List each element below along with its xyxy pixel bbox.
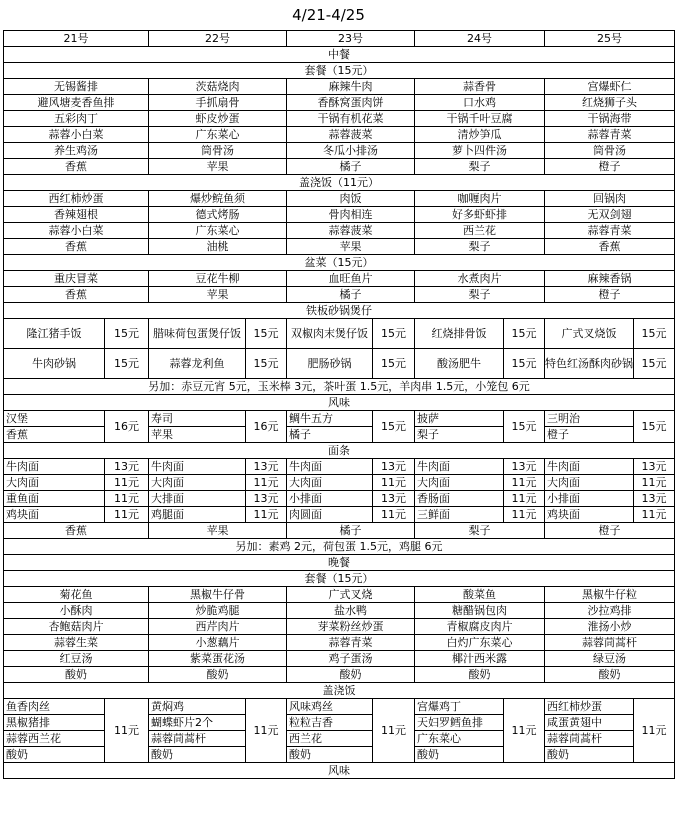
dish-name: 双椒肉末煲仔饭 <box>287 319 373 349</box>
dish-name: 鸡块面 <box>545 507 634 523</box>
dish-name: 香蕉 <box>4 159 149 175</box>
dish-name: 养生鸡汤 <box>4 143 149 159</box>
dish-stack <box>287 699 373 763</box>
extra-note-row <box>4 379 675 395</box>
section-label: 面条 <box>4 443 675 459</box>
dish-name: 清炒笋瓜 <box>415 127 545 143</box>
dish-price: 15元 <box>246 349 287 379</box>
menu-row <box>4 587 675 603</box>
dish-name: 干锅千叶豆腐 <box>415 111 545 127</box>
dish-name: 红豆汤 <box>4 651 149 667</box>
dish-name: 特色红汤酥肉砂锅 <box>545 349 634 379</box>
menu-row <box>4 667 675 683</box>
fruit: 橙子 <box>545 427 634 443</box>
dish-name: 炒脆鸡腿 <box>149 603 287 619</box>
dish-name: 香蕉 <box>4 287 149 303</box>
dish-price: 15元 <box>105 349 149 379</box>
dish-price: 13元 <box>373 491 415 507</box>
dish-name: 蝴蝶虾片2个 <box>149 715 245 731</box>
dish-name: 腊味荷包蛋煲仔饭 <box>149 319 246 349</box>
fruit: 橙子 <box>545 523 675 539</box>
menu-row <box>4 239 675 255</box>
dish-name: 梨子 <box>415 239 545 255</box>
dish-name: 黑椒牛仔骨 <box>149 587 287 603</box>
section-label-row <box>4 63 675 79</box>
meal-label-lunch-row <box>4 47 675 63</box>
dish-name: 手抓扇骨 <box>149 95 287 111</box>
dish-price: 11元 <box>504 507 545 523</box>
dish-price: 13元 <box>105 459 149 475</box>
section-label-row <box>4 303 675 319</box>
dish-name: 酸奶 <box>151 748 173 761</box>
section-label-row <box>4 395 675 411</box>
fruit: 橘子 <box>287 427 373 443</box>
dish-name: 鸡子蛋汤 <box>287 651 415 667</box>
dish-price: 13元 <box>634 491 675 507</box>
meal-label-dinner: 晚餐 <box>4 555 675 571</box>
fruit: 苹果 <box>149 523 287 539</box>
menu-row <box>4 223 675 239</box>
day-header: 21号 <box>4 31 149 47</box>
dish-price: 13元 <box>246 459 287 475</box>
dish-name: 酸菜鱼 <box>415 587 545 603</box>
dish-name: 肉圆面 <box>287 507 373 523</box>
menu-row <box>4 207 675 223</box>
dish-name: 鸡块面 <box>4 507 105 523</box>
dish-name: 白灼广东菜心 <box>415 635 545 651</box>
dish-name: 香酥窝蛋肉饼 <box>287 95 415 111</box>
dish-name: 重庆冒菜 <box>4 271 149 287</box>
day-header: 23号 <box>287 31 415 47</box>
menu-row <box>4 411 675 427</box>
dish-name: 寿司 <box>149 411 246 427</box>
dish-name: 广式叉烧 <box>287 587 415 603</box>
dish-name: 广东菜心 <box>149 223 287 239</box>
fruit: 香蕉 <box>4 427 105 443</box>
dish-price: 15元 <box>634 411 675 443</box>
dish-name: 小酥肉 <box>4 603 149 619</box>
section-label: 盖浇饭 <box>4 683 675 699</box>
dish-name: 牛肉面 <box>415 459 504 475</box>
dish-name: 冬瓜小排汤 <box>287 143 415 159</box>
dish-price: 11元 <box>246 699 287 763</box>
section-label: 铁板砂锅煲仔 <box>4 303 675 319</box>
dish-name: 筒骨汤 <box>545 143 675 159</box>
dish-price: 11元 <box>105 507 149 523</box>
dish-name: 好多虾虾排 <box>415 207 545 223</box>
dish-name: 橙子 <box>545 287 675 303</box>
dish-price: 11元 <box>105 491 149 507</box>
fruit: 梨子 <box>415 523 545 539</box>
dish-name: 牛肉面 <box>4 459 105 475</box>
meal-label-dinner-row <box>4 555 675 571</box>
section-label-row <box>4 571 675 587</box>
dish-price: 11元 <box>504 699 545 763</box>
dish-name: 香肠面 <box>415 491 504 507</box>
dish-name: 酸奶 <box>415 667 545 683</box>
menu-row <box>4 79 675 95</box>
dish-name: 蒜蓉茼蒿杆 <box>545 731 633 747</box>
dish-name: 虾皮炒蛋 <box>149 111 287 127</box>
dish-name: 蒜香骨 <box>415 79 545 95</box>
dish-name: 绿豆汤 <box>545 651 675 667</box>
extra-note: 另加：赤豆元宵 5元，玉米棒 3元，茶叶蛋 1.5元，羊肉串 1.5元，小笼包 6元 <box>4 379 675 395</box>
dish-name: 淮扬小炒 <box>545 619 675 635</box>
dish-name: 酸奶 <box>287 667 415 683</box>
dish-stack-inner <box>4 699 104 762</box>
dish-name: 青椒腐皮肉片 <box>415 619 545 635</box>
dish-price: 15元 <box>105 319 149 349</box>
dish-name: 口水鸡 <box>415 95 545 111</box>
dish-name: 橘子 <box>287 159 415 175</box>
dish-price: 15元 <box>634 349 675 379</box>
dish-name: 回锅肉 <box>545 191 675 207</box>
dish-price: 15元 <box>504 349 545 379</box>
dish-name: 香辣翅根 <box>4 207 149 223</box>
menu-row <box>4 143 675 159</box>
menu-row <box>4 95 675 111</box>
extra-note-row <box>4 539 675 555</box>
menu-row <box>4 287 675 303</box>
dish-price: 11元 <box>373 475 415 491</box>
dish-stack-inner <box>545 699 633 762</box>
fruit: 苹果 <box>149 427 246 443</box>
dish-price: 16元 <box>246 411 287 443</box>
menu-row <box>4 319 675 349</box>
day-header: 22号 <box>149 31 287 47</box>
dish-price: 11元 <box>246 475 287 491</box>
dish-name: 三鲜面 <box>415 507 504 523</box>
dish-name: 酸奶 <box>547 748 569 761</box>
dish-name: 蒜蓉青菜 <box>545 127 675 143</box>
dish-name: 广式叉烧饭 <box>545 319 634 349</box>
dish-name: 鸡腿面 <box>149 507 246 523</box>
dish-name: 宫爆鸡丁 <box>415 699 503 715</box>
dish-name: 酸奶 <box>4 667 149 683</box>
dish-name: 橘子 <box>287 287 415 303</box>
dish-name: 香蕉 <box>4 239 149 255</box>
dish-name: 西兰花 <box>415 223 545 239</box>
dish-name: 酸奶 <box>417 748 439 761</box>
dish-stack-inner <box>415 699 503 762</box>
dish-name: 蒜蓉龙利鱼 <box>149 349 246 379</box>
section-label-row <box>4 175 675 191</box>
section-label: 风味 <box>4 395 675 411</box>
dish-name: 油桃 <box>149 239 287 255</box>
dish-name: 干锅有机花菜 <box>287 111 415 127</box>
menu-row <box>4 699 675 763</box>
dish-price: 11元 <box>634 507 675 523</box>
dish-name: 五彩肉丁 <box>4 111 149 127</box>
dish-name: 小排面 <box>287 491 373 507</box>
section-label: 盖浇饭（11元） <box>4 175 675 191</box>
menu-row <box>4 349 675 379</box>
section-label: 盆菜（15元） <box>4 255 675 271</box>
dish-name: 牛肉面 <box>287 459 373 475</box>
dish-name: 西红柿炒蛋 <box>545 699 633 715</box>
dish-name: 重鱼面 <box>4 491 105 507</box>
dish-stack <box>149 699 246 763</box>
dish-name: 干锅海带 <box>545 111 675 127</box>
dish-price: 11元 <box>504 475 545 491</box>
dish-name: 蒜蓉青菜 <box>287 635 415 651</box>
dish-price: 11元 <box>504 491 545 507</box>
dish-name: 咖喱肉片 <box>415 191 545 207</box>
dish-name: 椰汁西米露 <box>415 651 545 667</box>
dish-name: 红烧排骨饭 <box>415 319 504 349</box>
dish-name: 酸奶 <box>545 667 675 683</box>
dish-name: 大肉面 <box>545 475 634 491</box>
section-label-row <box>4 443 675 459</box>
menu-row <box>4 475 675 491</box>
meal-label-lunch: 中餐 <box>4 47 675 63</box>
dish-name: 骨肉相连 <box>287 207 415 223</box>
dish-name: 避风塘麦香鱼排 <box>4 95 149 111</box>
menu-row <box>4 603 675 619</box>
menu-row <box>4 427 675 443</box>
dish-name: 香蕉 <box>545 239 675 255</box>
menu-row <box>4 523 675 539</box>
dish-name: 汉堡 <box>4 411 105 427</box>
dish-name: 无锡酱排 <box>4 79 149 95</box>
dish-name: 茨菇烧肉 <box>149 79 287 95</box>
dish-name: 筒骨汤 <box>149 143 287 159</box>
dish-name: 天妇罗鳕鱼排 <box>415 715 503 731</box>
dish-name: 肥肠砂锅 <box>287 349 373 379</box>
menu-row <box>4 459 675 475</box>
menu-row <box>4 507 675 523</box>
dish-name: 糖醋锅包肉 <box>415 603 545 619</box>
dish-name: 西芹肉片 <box>149 619 287 635</box>
dish-name: 盐水鸭 <box>287 603 415 619</box>
dish-price: 11元 <box>373 699 415 763</box>
dish-price: 15元 <box>634 319 675 349</box>
dish-name: 广东菜心 <box>415 731 503 747</box>
dish-name: 蒜蓉小白菜 <box>4 223 149 239</box>
section-label-row <box>4 255 675 271</box>
dish-name: 粒粒吉香 <box>287 715 372 731</box>
dish-name: 隆江猪手饭 <box>4 319 105 349</box>
dish-name: 披萨 <box>415 411 504 427</box>
dish-name: 宫爆虾仁 <box>545 79 675 95</box>
dish-name: 酸奶 <box>149 667 287 683</box>
day-header-row <box>4 31 675 47</box>
dish-name: 大肉面 <box>415 475 504 491</box>
dish-name: 沙拉鸡排 <box>545 603 675 619</box>
dish-name: 大肉面 <box>287 475 373 491</box>
dish-name: 蒜蓉茼蒿杆 <box>149 731 245 747</box>
dish-name: 牛肉砂锅 <box>4 349 105 379</box>
dish-price: 11元 <box>105 475 149 491</box>
dish-name: 菊花鱼 <box>4 587 149 603</box>
dish-name: 爆炒鲩鱼须 <box>149 191 287 207</box>
menu-row <box>4 635 675 651</box>
menu-date-range: 4/21-4/25 <box>292 6 365 24</box>
dish-price: 15元 <box>373 319 415 349</box>
extra-note: 另加：素鸡 2元，荷包蛋 1.5元，鸡腿 6元 <box>4 539 675 555</box>
dish-price: 13元 <box>504 459 545 475</box>
dish-stack <box>415 699 504 763</box>
menu-row <box>4 491 675 507</box>
dish-price: 16元 <box>105 411 149 443</box>
dish-name: 咸蛋黄翅中 <box>545 715 633 731</box>
dish-price: 13元 <box>634 459 675 475</box>
dish-name: 麻辣牛肉 <box>287 79 415 95</box>
dish-name: 大排面 <box>149 491 246 507</box>
dish-name: 小葱藕片 <box>149 635 287 651</box>
dish-name: 蒜蓉茼蒿杆 <box>545 635 675 651</box>
dish-stack <box>4 699 105 763</box>
section-label-row <box>4 683 675 699</box>
dish-name: 西红柿炒蛋 <box>4 191 149 207</box>
dish-price: 15元 <box>504 319 545 349</box>
section-label-row <box>4 763 675 779</box>
dish-price: 11元 <box>373 507 415 523</box>
dish-name: 橙子 <box>545 159 675 175</box>
dish-price: 11元 <box>105 699 149 763</box>
dish-name: 黄焖鸡 <box>149 699 245 715</box>
dish-name: 萝卜四件汤 <box>415 143 545 159</box>
section-label: 套餐（15元） <box>4 63 675 79</box>
dish-name: 梨子 <box>415 159 545 175</box>
dish-name: 豆花牛柳 <box>149 271 287 287</box>
dish-name: 鲷牛五方 <box>287 411 373 427</box>
dish-name: 酸奶 <box>6 748 28 761</box>
fruit: 橘子 <box>287 523 415 539</box>
day-header: 24号 <box>415 31 545 47</box>
fruit: 梨子 <box>415 427 504 443</box>
dish-name: 无双剑翅 <box>545 207 675 223</box>
dish-name: 三明治 <box>545 411 634 427</box>
menu-row <box>4 111 675 127</box>
dish-name: 杏鲍菇肉片 <box>4 619 149 635</box>
section-label: 风味 <box>4 763 675 779</box>
menu-row <box>4 619 675 635</box>
dish-name: 酸奶 <box>289 748 311 761</box>
dish-name: 风味鸡丝 <box>287 699 372 715</box>
dish-name: 芽菜粉丝炒蛋 <box>287 619 415 635</box>
menu-row <box>4 651 675 667</box>
dish-name: 牛肉面 <box>149 459 246 475</box>
section-label: 套餐（15元） <box>4 571 675 587</box>
fruit: 香蕉 <box>4 523 149 539</box>
dish-name: 苹果 <box>149 159 287 175</box>
dish-name: 黑椒牛仔粒 <box>545 587 675 603</box>
dish-name: 蒜蓉菠菜 <box>287 223 415 239</box>
dish-price: 11元 <box>246 507 287 523</box>
dish-name: 蒜蓉生菜 <box>4 635 149 651</box>
dish-price: 15元 <box>373 349 415 379</box>
dish-name: 水煮肉片 <box>415 271 545 287</box>
dish-name: 鱼香肉丝 <box>4 699 104 715</box>
dish-price: 13元 <box>246 491 287 507</box>
dish-stack-inner <box>149 699 245 762</box>
dish-name: 蒜蓉菠菜 <box>287 127 415 143</box>
dish-name: 德式烤肠 <box>149 207 287 223</box>
dish-name: 黑椒猪排 <box>4 715 104 731</box>
menu-row <box>4 271 675 287</box>
dish-name: 牛肉面 <box>545 459 634 475</box>
dish-name: 梨子 <box>415 287 545 303</box>
dish-name: 苹果 <box>149 287 287 303</box>
dish-price: 15元 <box>504 411 545 443</box>
dish-price: 13元 <box>373 459 415 475</box>
dish-name: 西兰花 <box>287 731 372 747</box>
dish-name: 肉饭 <box>287 191 415 207</box>
dish-price: 11元 <box>634 475 675 491</box>
dish-name: 酸汤肥牛 <box>415 349 504 379</box>
dish-name: 蒜蓉青菜 <box>545 223 675 239</box>
menu-row <box>4 191 675 207</box>
dish-name: 小排面 <box>545 491 634 507</box>
dish-name: 血旺鱼片 <box>287 271 415 287</box>
dish-name: 大肉面 <box>4 475 105 491</box>
dish-stack <box>545 699 634 763</box>
dish-stack-inner <box>287 699 372 762</box>
menu-row <box>4 127 675 143</box>
dish-name: 麻辣香锅 <box>545 271 675 287</box>
dish-name: 广东菜心 <box>149 127 287 143</box>
dish-name: 紫菜蛋花汤 <box>149 651 287 667</box>
dish-name: 蒜蓉西兰花 <box>4 731 104 747</box>
dish-price: 15元 <box>373 411 415 443</box>
weekly-menu-table <box>3 30 675 779</box>
dish-price: 11元 <box>634 699 675 763</box>
dish-name: 红烧狮子头 <box>545 95 675 111</box>
dish-price: 15元 <box>246 319 287 349</box>
dish-name: 苹果 <box>287 239 415 255</box>
menu-row <box>4 159 675 175</box>
dish-name: 大肉面 <box>149 475 246 491</box>
day-header: 25号 <box>545 31 675 47</box>
dish-name: 蒜蓉小白菜 <box>4 127 149 143</box>
